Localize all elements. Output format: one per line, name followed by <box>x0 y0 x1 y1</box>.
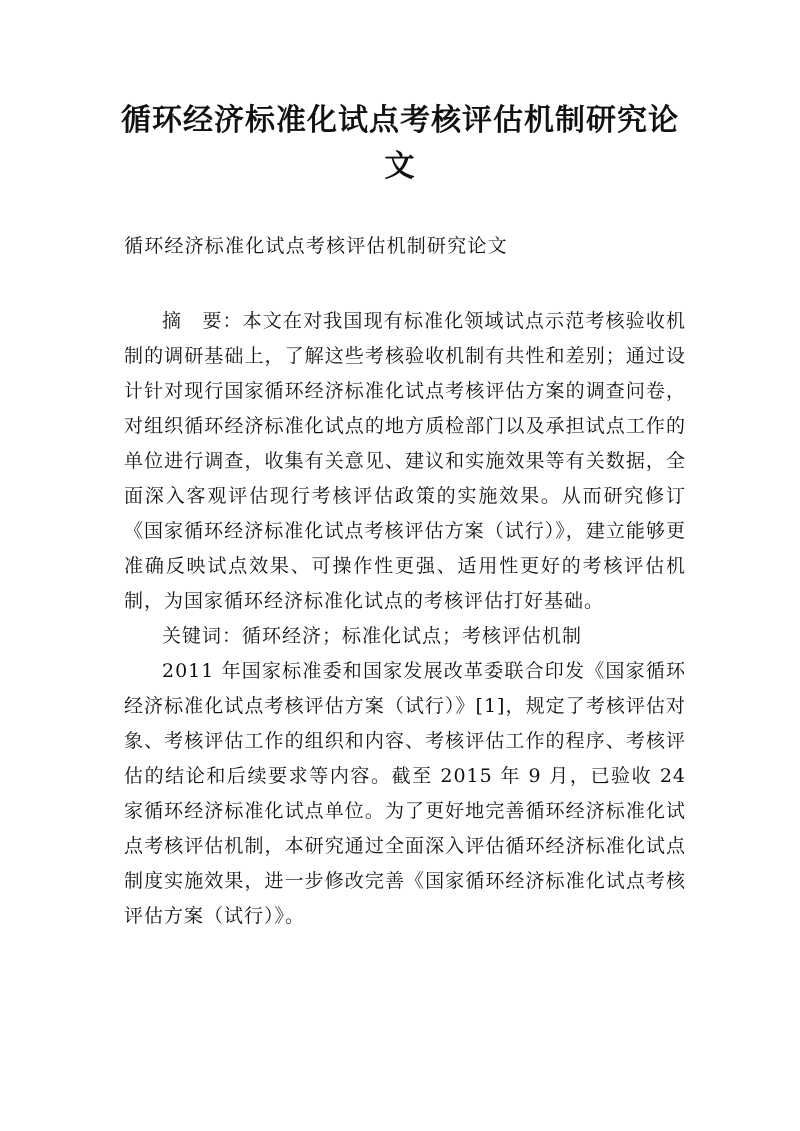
body-paragraph: 2011 年国家标准委和国家发展改革委联合印发《国家循环经济标准化试点考核评估方案（试行）》[1]，规定了考核评估对象、考核评估工作的组织和内容、考核评估工作的程序、考核评估的结论和后续要求等内容。截至 2015 年 9 月，已验收 24 家循环经济标准化试点单位。为了更好地完善循环经济标准化试点考核评估机制，本研究通过全面深入评估循环经济标准化试点制度实施效果，进一步修改完善《国家循环经济标准化试点考核评估方案（试行）》。 <box>124 660 686 927</box>
keywords-line: 关键词：循环经济；标准化试点；考核评估机制 <box>162 625 583 647</box>
document-subtitle: 循环经济标准化试点考核评估机制研究论文 <box>124 235 508 257</box>
document-title: 循环经济标准化试点考核评估机制研究论文 <box>121 103 679 184</box>
document-body <box>124 304 686 934</box>
abstract-paragraph: 摘 要：本文在对我国现有标准化领域试点示范考核验收机制的调研基础上，了解这些考核验收机制有共性和差别；通过设计针对现行国家循环经济标准化试点考核评估方案的调查问卷，对组织循环经济标准化试点的地方质检部门以及承担试点工作的单位进行调查，收集有关意见、建议和实施效果等有关数据，全面深入客观评估现行考核评估政策的实施效果。从而研究修订《国家循环经济标准化试点考核评估方案（试行）》，建立能够更准确反映试点效果、可操作性更强、适用性更好的考核评估机制，为国家循环经济标准化试点的考核评估打好基础。 <box>124 310 686 612</box>
